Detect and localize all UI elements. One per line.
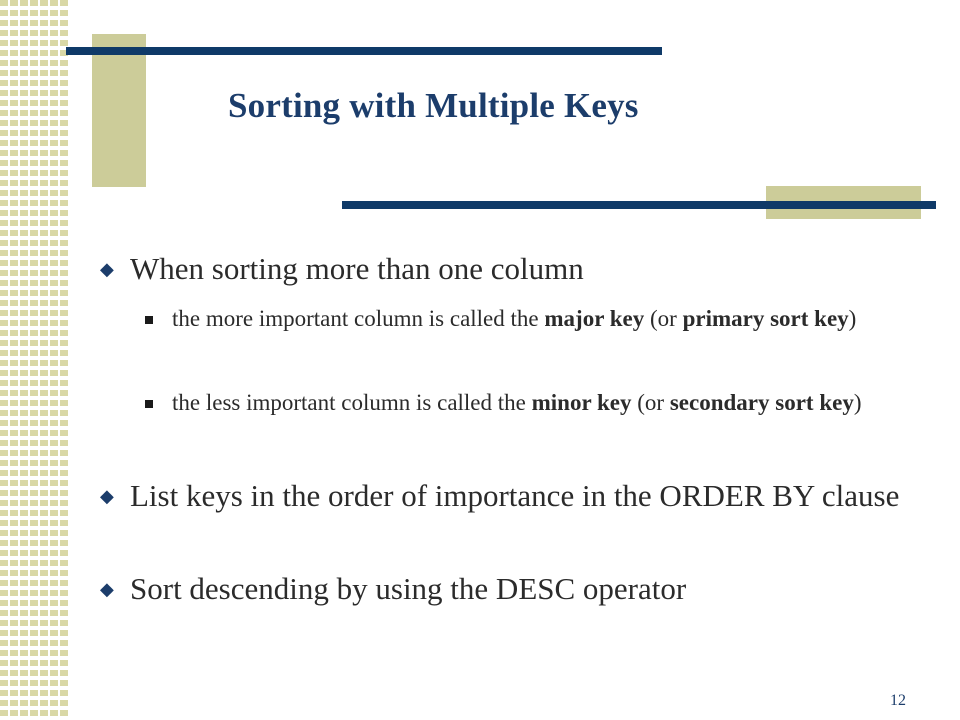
secondary-sort-key-term: secondary sort key [669, 390, 854, 415]
page-number: 12 [890, 692, 906, 709]
sub-bullet-text-pre: the more important column is called the [172, 306, 545, 331]
square-bullet-icon [145, 316, 153, 324]
sub-bullet-text-mid: (or [631, 390, 670, 415]
diamond-bullet-icon: ◆ [100, 486, 114, 506]
left-stripe-border [0, 0, 70, 720]
sub-bullet-text-post: ) [848, 306, 857, 331]
sub-bullet-item [172, 388, 882, 418]
bullet-item [100, 477, 910, 515]
sub-bullet-item [172, 304, 882, 334]
bullet-text: When sorting more than one column [130, 251, 584, 286]
diamond-bullet-icon: ◆ [100, 579, 114, 599]
slide-title: Sorting with Multiple Keys [228, 86, 639, 125]
major-key-term: major key [544, 306, 645, 331]
sub-bullet-text-post: ) [853, 390, 862, 415]
sub-bullet-text-mid: (or [644, 306, 683, 331]
bullet-text: Sort descending by using the DESC operator [130, 571, 687, 606]
square-bullet-icon [145, 400, 153, 408]
minor-key-term: minor key [531, 390, 632, 415]
bullet-item [100, 250, 910, 288]
decorative-bar-right [342, 201, 936, 209]
bullet-text: List keys in the order of importance in the ORDER BY clause [130, 478, 900, 513]
diamond-bullet-icon: ◆ [100, 259, 114, 279]
decorative-block-left [92, 34, 146, 187]
primary-sort-key-term: primary sort key [682, 306, 849, 331]
bullet-item [100, 570, 910, 608]
decorative-bar-top [66, 47, 662, 55]
sub-bullet-text-pre: the less important column is called the [172, 390, 532, 415]
